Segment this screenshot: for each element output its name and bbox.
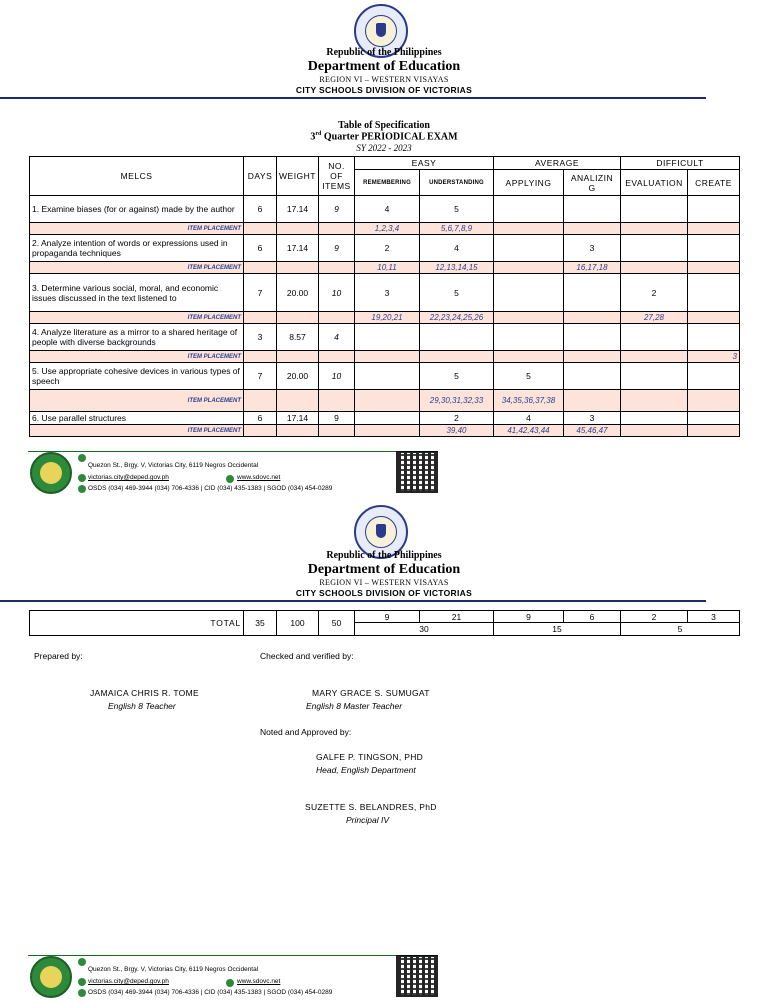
placement-row [30, 223, 740, 235]
rem-cell: 2 [355, 235, 420, 262]
principal-title: Principal IV [346, 815, 389, 825]
placement-cell: 3 [688, 351, 740, 363]
rem-cell [355, 412, 420, 425]
placement-label: ITEM PLACEMENT [30, 312, 244, 324]
und-cell: 5 [420, 196, 494, 223]
checker-title: English 8 Master Teacher [306, 701, 403, 711]
placement-cell [564, 223, 621, 235]
melc-cell: 2. Analyze intention of words or expressions used in propaganda techniques [30, 235, 244, 262]
melc-cell: 6. Use parallel structures [30, 412, 244, 425]
items-cell: 10 [319, 274, 355, 312]
principal-name: SUZETTE S. BELANDRES, PhD [305, 802, 437, 812]
placement-cell [494, 262, 564, 274]
header-rule [0, 97, 706, 99]
department-title: Department of Education [307, 562, 461, 577]
items-cell: 10 [319, 363, 355, 390]
header-average: AVERAGE [494, 157, 621, 170]
eva-cell [621, 235, 688, 262]
placement-cell [688, 390, 740, 412]
melc-cell: 5. Use appropriate cohesive devices in various types of speech [30, 363, 244, 390]
app-cell: 5 [494, 363, 564, 390]
email-icon [78, 474, 86, 482]
placement-row [30, 262, 740, 274]
header-items: NO. OF ITEMS [319, 157, 355, 196]
placement-cell [355, 390, 420, 412]
und-cell: 4 [420, 235, 494, 262]
weight-cell: 20.00 [277, 274, 319, 312]
cre-cell [688, 274, 740, 312]
footer-rule [28, 451, 438, 452]
department-title: Department of Education [307, 59, 461, 74]
total-items: 50 [319, 611, 355, 636]
doc-title: Table of Specification [338, 120, 430, 131]
placement-cell: 5,6,7,8,9 [420, 223, 494, 235]
placement-cell: 1,2,3,4 [355, 223, 420, 235]
total-days: 35 [244, 611, 277, 636]
checker-name: MARY GRACE S. SUMUGAT [312, 688, 430, 698]
placement-cell [564, 390, 621, 412]
division-text: CITY SCHOOLS DIVISION OF VICTORIAS [295, 588, 473, 598]
app-cell [494, 324, 564, 351]
footer-address: Quezon St., Brgy. V, Victorias City, 6119 Negros Occidental [88, 966, 259, 973]
table-row [30, 274, 740, 312]
region-text: REGION VI – WESTERN VISAYAS [319, 578, 449, 587]
total-rem: 9 [355, 611, 420, 623]
ana-cell [564, 196, 621, 223]
placement-cell: 29,30,31,32,33 [420, 390, 494, 412]
days-cell: 7 [244, 363, 277, 390]
exam-title: 3rd Quarter PERIODICAL EXAM [310, 131, 458, 143]
placement-cell: 22,23,24,25,26 [420, 312, 494, 324]
ana-cell [564, 324, 621, 351]
placement-cell [564, 351, 621, 363]
region-text: REGION VI – WESTERN VISAYAS [319, 75, 449, 84]
header-easy: EASY [355, 157, 494, 170]
cre-cell [688, 412, 740, 425]
total-label: TOTAL [30, 611, 244, 636]
placement-label: ITEM PLACEMENT [30, 351, 244, 363]
eva-cell: 2 [621, 274, 688, 312]
web-icon [226, 475, 234, 483]
total-cre: 3 [688, 611, 740, 623]
placement-cell: 19,20,21 [355, 312, 420, 324]
table-row [30, 235, 740, 262]
weight-cell: 8.57 [277, 324, 319, 351]
placement-label: ITEM PLACEMENT [30, 425, 244, 437]
table-row [30, 324, 740, 351]
weight-cell: 17.14 [277, 196, 319, 223]
spec-table [29, 156, 740, 437]
header-rule [0, 600, 706, 602]
rem-cell: 3 [355, 274, 420, 312]
und-cell [420, 324, 494, 351]
head-name: GALFE P. TINGSON, PHD [316, 752, 424, 762]
header-weight: WEIGHT [277, 157, 319, 196]
placement-row [30, 312, 740, 324]
footer-web[interactable]: www.sdovc.net [237, 474, 281, 481]
days-cell: 3 [244, 324, 277, 351]
eva-cell [621, 196, 688, 223]
placement-cell: 27,28 [621, 312, 688, 324]
placement-cell [688, 425, 740, 437]
placement-cell: 12,13,14,15 [420, 262, 494, 274]
school-year: SY 2022 - 2023 [356, 143, 412, 153]
items-cell: 9 [319, 412, 355, 425]
footer-phones: OSDS (034) 469-3944 (034) 706-4336 | CID (034) 435-1383 | SGOD (034) 454-0289 [88, 989, 333, 996]
placement-cell [420, 351, 494, 363]
app-cell [494, 274, 564, 312]
footer-phones: OSDS (034) 469-3944 (034) 706-4336 | CID (034) 435-1383 | SGOD (034) 454-0289 [88, 485, 333, 492]
total-app: 9 [494, 611, 564, 623]
noted-label: Noted and Approved by: [260, 727, 352, 737]
melc-cell: 1. Examine biases (for or against) made by the author [30, 196, 244, 223]
phone-icon [78, 485, 86, 493]
placement-cell [688, 312, 740, 324]
head-title: Head, English Department [316, 765, 416, 775]
header-create: CREATE [688, 170, 740, 196]
placement-cell: 34,35,36,37,38 [494, 390, 564, 412]
placement-cell [564, 312, 621, 324]
placement-cell [621, 223, 688, 235]
header-applying: APPLYING [494, 170, 564, 196]
items-cell: 9 [319, 196, 355, 223]
table-row [30, 412, 740, 425]
footer-email[interactable]: victorias.city@deped.gov.ph [88, 474, 169, 481]
republic-text: Republic of the Philippines [326, 47, 442, 58]
header-melcs: MELCS [30, 157, 244, 196]
header-analyzing: ANALIZIN G [564, 170, 621, 196]
app-cell [494, 235, 564, 262]
division-logo [30, 452, 72, 494]
header-difficult: DIFFICULT [621, 157, 740, 170]
items-cell: 4 [319, 324, 355, 351]
qr-code [396, 955, 438, 997]
checked-label: Checked and verified by: [260, 651, 354, 661]
ana-cell: 3 [564, 412, 621, 425]
total-average: 15 [494, 623, 621, 636]
placement-cell [494, 223, 564, 235]
placement-cell [621, 390, 688, 412]
placement-cell: 16,17,18 [564, 262, 621, 274]
location-icon [78, 958, 86, 966]
division-logo [30, 956, 72, 998]
placement-cell [494, 351, 564, 363]
preparer-title: English 8 Teacher [108, 701, 176, 711]
days-cell: 6 [244, 235, 277, 262]
eva-cell [621, 324, 688, 351]
table-row [30, 196, 740, 223]
placement-cell [355, 425, 420, 437]
table-row [30, 363, 740, 390]
footer-web[interactable]: www.sdovc.net [237, 978, 281, 985]
placement-cell: 45,46,47 [564, 425, 621, 437]
location-icon [78, 454, 86, 462]
prepared-label: Prepared by: [34, 651, 83, 661]
ana-cell: 3 [564, 235, 621, 262]
web-icon [226, 979, 234, 987]
eva-cell [621, 412, 688, 425]
placement-cell [621, 425, 688, 437]
placement-cell [621, 351, 688, 363]
melc-cell: 3. Determine various social, moral, and economic issues discussed in the text listened to [30, 274, 244, 312]
cre-cell [688, 324, 740, 351]
preparer-name: JAMAICA CHRIS R. TOME [90, 688, 199, 698]
placement-cell: 10,11 [355, 262, 420, 274]
ana-cell [564, 274, 621, 312]
cre-cell [688, 235, 740, 262]
days-cell: 6 [244, 412, 277, 425]
days-cell: 7 [244, 274, 277, 312]
header-remembering: REMEMBERING [355, 170, 420, 196]
header-days: DAYS [244, 157, 277, 196]
app-cell [494, 196, 564, 223]
rem-cell [355, 363, 420, 390]
header-understanding: UNDERSTANDING [420, 170, 494, 196]
total-difficult: 5 [621, 623, 740, 636]
total-ana: 6 [564, 611, 621, 623]
total-weight: 100 [277, 611, 319, 636]
cre-cell [688, 196, 740, 223]
republic-text: Republic of the Philippines [326, 550, 442, 561]
placement-cell [688, 262, 740, 274]
placement-row [30, 351, 740, 363]
placement-cell [355, 351, 420, 363]
app-cell: 4 [494, 412, 564, 425]
melc-cell: 4. Analyze literature as a mirror to a shared heritage of people with diverse backgrounds [30, 324, 244, 351]
und-cell: 5 [420, 274, 494, 312]
weight-cell: 17.14 [277, 412, 319, 425]
email-icon [78, 978, 86, 986]
phone-icon [78, 989, 86, 997]
rem-cell [355, 324, 420, 351]
ana-cell [564, 363, 621, 390]
qr-code [396, 451, 438, 493]
total-und: 21 [420, 611, 494, 623]
placement-label: ITEM PLACEMENT [30, 262, 244, 274]
rem-cell: 4 [355, 196, 420, 223]
und-cell: 2 [420, 412, 494, 425]
division-text: CITY SCHOOLS DIVISION OF VICTORIAS [295, 85, 473, 95]
placement-label: ITEM PLACEMENT [30, 390, 244, 412]
weight-cell: 20.00 [277, 363, 319, 390]
placement-row [30, 425, 740, 437]
placement-cell [494, 312, 564, 324]
footer-address: Quezon St., Brgy. V, Victorias City, 6119 Negros Occidental [88, 462, 259, 469]
total-eva: 2 [621, 611, 688, 623]
days-cell: 6 [244, 196, 277, 223]
placement-cell: 39,40 [420, 425, 494, 437]
placement-cell: 41,42,43,44 [494, 425, 564, 437]
items-cell: 9 [319, 235, 355, 262]
placement-row [30, 390, 740, 412]
eva-cell [621, 363, 688, 390]
total-table [29, 610, 740, 636]
und-cell: 5 [420, 363, 494, 390]
total-easy: 30 [355, 623, 494, 636]
placement-label: ITEM PLACEMENT [30, 223, 244, 235]
placement-cell [688, 223, 740, 235]
header-evaluation: EVALUATION [621, 170, 688, 196]
placement-cell [621, 262, 688, 274]
footer-email[interactable]: victorias.city@deped.gov.ph [88, 978, 169, 985]
cre-cell [688, 363, 740, 390]
footer-rule [28, 955, 438, 956]
weight-cell: 17.14 [277, 235, 319, 262]
